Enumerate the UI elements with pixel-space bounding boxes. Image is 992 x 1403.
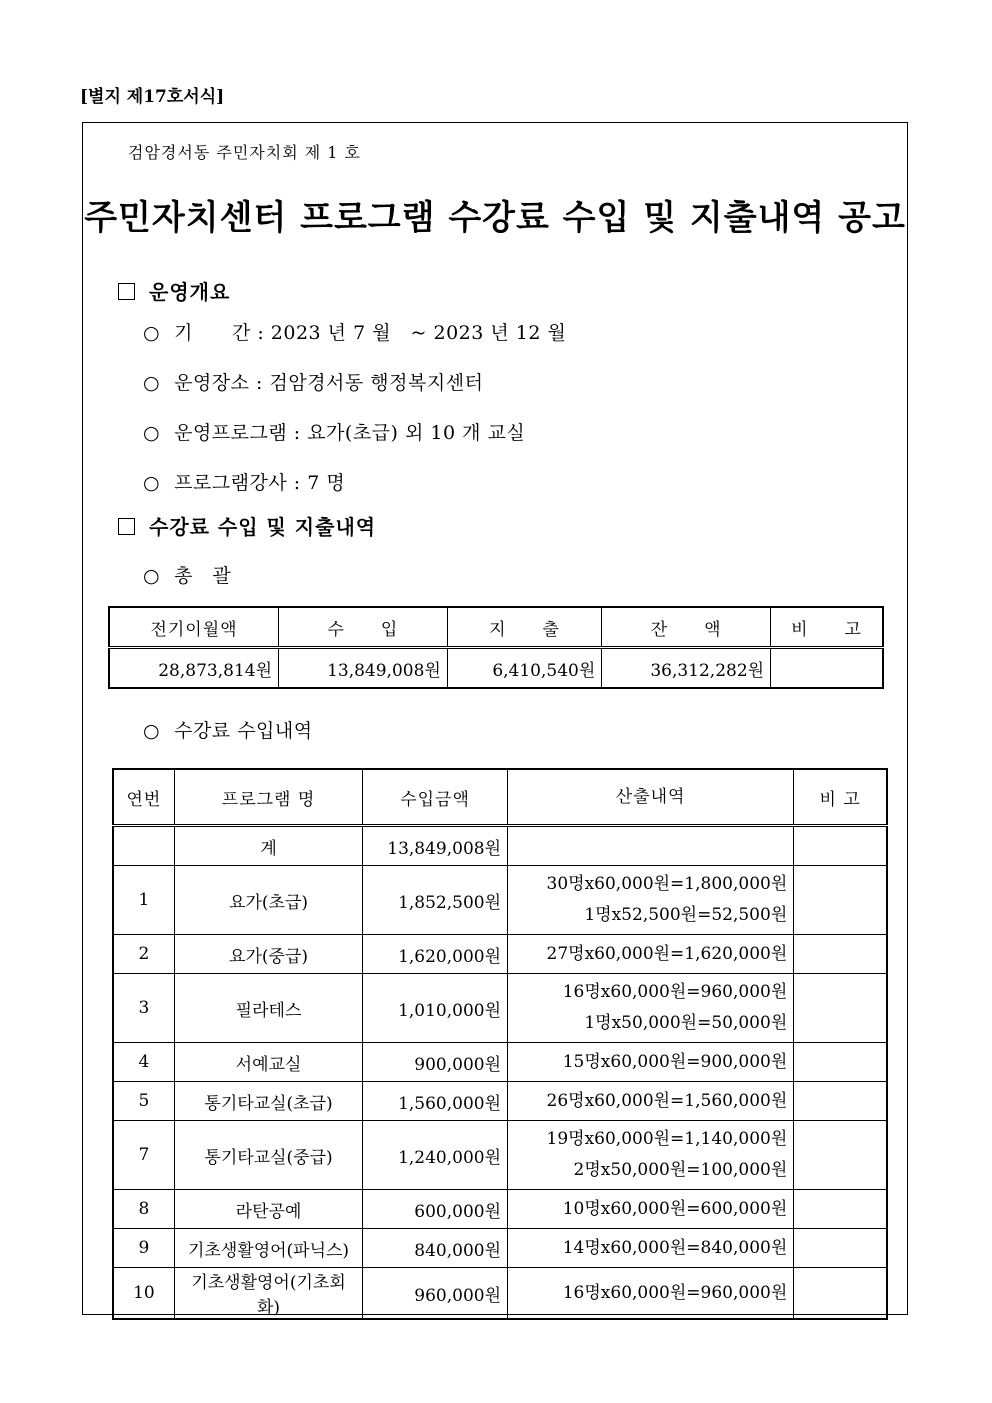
- circle-bullet-icon: ○: [143, 720, 161, 742]
- header-no: 연번: [113, 769, 174, 826]
- remarks-value: [771, 648, 883, 689]
- income-detail-label: [143, 716, 313, 743]
- row-remarks: [794, 1190, 887, 1229]
- table-row: [113, 974, 887, 1043]
- row-program-name: 라탄공예: [174, 1190, 362, 1229]
- row-remarks: [794, 1121, 887, 1190]
- row-program-name: 서예교실: [174, 1043, 362, 1082]
- calc-line-1: 26명x60,000원=1,560,000원: [546, 1090, 788, 1111]
- row-no: 9: [113, 1229, 174, 1268]
- row-program-name: 필라테스: [174, 974, 362, 1043]
- row-amount: 600,000원: [363, 1190, 508, 1229]
- circle-bullet-icon: ○: [143, 322, 161, 344]
- header-remarks: 비 고: [794, 769, 887, 826]
- row-remarks: [794, 1043, 887, 1082]
- header-expense: 지 출: [447, 607, 601, 648]
- table-row: [113, 1082, 887, 1121]
- row-calculation: [508, 1190, 794, 1229]
- income-detail-label-text: 수강료 수입내역: [174, 720, 313, 742]
- row-program-name: 기초생활영어(파닉스): [174, 1229, 362, 1268]
- row-no: 5: [113, 1082, 174, 1121]
- form-label: [별지 제17호서식]: [80, 87, 225, 107]
- row-program-name: 통기타교실(초급): [174, 1082, 362, 1121]
- total-no: [113, 826, 174, 866]
- income-table: [112, 768, 888, 1320]
- table-row: [113, 1121, 887, 1190]
- row-amount: 900,000원: [363, 1043, 508, 1082]
- income-value: 13,849,008원: [279, 648, 448, 689]
- row-amount: 1,852,500원: [363, 866, 508, 935]
- row-no: 1: [113, 866, 174, 935]
- row-amount: 960,000원: [363, 1268, 508, 1320]
- row-calculation: [508, 974, 794, 1043]
- checkbox-square-icon: [118, 518, 135, 535]
- row-no: 4: [113, 1043, 174, 1082]
- row-remarks: [794, 1229, 887, 1268]
- section-fee-income-expense: [118, 511, 376, 540]
- total-row: [113, 826, 887, 866]
- calc-line-1: 14명x60,000원=840,000원: [562, 1237, 788, 1258]
- circle-bullet-icon: ○: [143, 372, 161, 394]
- header-remarks: 비 고: [771, 607, 883, 648]
- overview-programs: [143, 418, 525, 445]
- row-amount: 1,010,000원: [363, 974, 508, 1043]
- table-row: [113, 935, 887, 974]
- row-calculation: [508, 1043, 794, 1082]
- row-program-name: 요가(중급): [174, 935, 362, 974]
- document-number: 검암경서동 주민자치회 제 1 호: [128, 143, 361, 162]
- carryover-value: 28,873,814원: [109, 648, 279, 689]
- calc-line-1: 30명x60,000원=1,800,000원: [546, 874, 788, 894]
- expense-value: 6,410,540원: [447, 648, 601, 689]
- summary-label: [143, 561, 231, 588]
- circle-bullet-icon: ○: [143, 472, 161, 494]
- overview-period-text: 기 간 : 2023 년 7 월 ~ 2023 년 12 월: [174, 322, 567, 344]
- checkbox-square-icon: [118, 283, 135, 300]
- row-amount: 1,620,000원: [363, 935, 508, 974]
- row-calculation: [508, 1268, 794, 1320]
- calc-line-1: 16명x60,000원=960,000원: [562, 1282, 788, 1303]
- row-program-name: 요가(초급): [174, 866, 362, 935]
- calc-line-1: 19명x60,000원=1,140,000원: [546, 1129, 788, 1149]
- row-remarks: [794, 1082, 887, 1121]
- header-income: 수 입: [279, 607, 448, 648]
- summary-header-row: [109, 607, 883, 648]
- summary-table: [108, 606, 884, 689]
- total-amount: 13,849,008원: [363, 826, 508, 866]
- row-calculation: [508, 1082, 794, 1121]
- row-program-name: 기초생활영어(기초회화): [174, 1268, 362, 1320]
- section-operation-overview: [118, 276, 230, 305]
- overview-instructors: [143, 468, 345, 495]
- row-calculation: [508, 1121, 794, 1190]
- table-row: [113, 1229, 887, 1268]
- row-remarks: [794, 866, 887, 935]
- overview-programs-text: 운영프로그램 : 요가(초급) 외 10 개 교실: [174, 422, 526, 444]
- row-no: 8: [113, 1190, 174, 1229]
- row-amount: 1,240,000원: [363, 1121, 508, 1190]
- total-label: 계: [174, 826, 362, 866]
- section-heading: 운영개요: [149, 280, 231, 304]
- row-calculation: [508, 1229, 794, 1268]
- circle-bullet-icon: ○: [143, 565, 161, 587]
- row-amount: 840,000원: [363, 1229, 508, 1268]
- row-no: 7: [113, 1121, 174, 1190]
- table-row: [113, 1043, 887, 1082]
- overview-period: [143, 318, 566, 345]
- overview-venue-text: 운영장소 : 검암경서동 행정복지센터: [174, 372, 484, 394]
- header-program: 프로그램 명: [174, 769, 362, 826]
- calc-line-1: 15명x60,000원=900,000원: [562, 1051, 788, 1072]
- row-calculation: [508, 935, 794, 974]
- header-amount: 수입금액: [363, 769, 508, 826]
- income-rows: [113, 866, 887, 1320]
- summary-values-row: [109, 648, 883, 689]
- overview-venue: [143, 368, 483, 395]
- row-no: 2: [113, 935, 174, 974]
- row-amount: 1,560,000원: [363, 1082, 508, 1121]
- calc-line-1: 27명x60,000원=1,620,000원: [546, 943, 788, 964]
- income-header-row: [113, 769, 887, 826]
- calc-line-1: 10명x60,000원=600,000원: [562, 1198, 788, 1219]
- total-remarks: [794, 826, 887, 866]
- row-remarks: [794, 935, 887, 974]
- section-heading: 수강료 수입 및 지출내역: [149, 515, 377, 539]
- summary-label-text: 총 괄: [174, 565, 232, 587]
- row-program-name: 통기타교실(중급): [174, 1121, 362, 1190]
- calc-line-2: 1명x50,000원=50,000원: [584, 1013, 788, 1033]
- header-balance: 잔 액: [602, 607, 771, 648]
- circle-bullet-icon: ○: [143, 422, 161, 444]
- row-no: 3: [113, 974, 174, 1043]
- header-carryover: 전기이월액: [109, 607, 279, 648]
- page-title: 주민자치센터 프로그램 수강료 수입 및 지출내역 공고: [84, 198, 906, 238]
- calc-line-1: 16명x60,000원=960,000원: [562, 982, 788, 1002]
- header-calculation: 산출내역: [508, 769, 794, 826]
- row-calculation: [508, 866, 794, 935]
- table-row: [113, 866, 887, 935]
- table-row: [113, 1190, 887, 1229]
- calc-line-2: 2명x50,000원=100,000원: [573, 1160, 788, 1180]
- overview-instructors-text: 프로그램강사 : 7 명: [174, 472, 346, 494]
- row-remarks: [794, 1268, 887, 1320]
- balance-value: 36,312,282원: [602, 648, 771, 689]
- row-no: 10: [113, 1268, 174, 1320]
- total-calc: [508, 826, 794, 866]
- calc-line-2: 1명x52,500원=52,500원: [584, 905, 788, 925]
- table-row: [113, 1268, 887, 1320]
- row-remarks: [794, 974, 887, 1043]
